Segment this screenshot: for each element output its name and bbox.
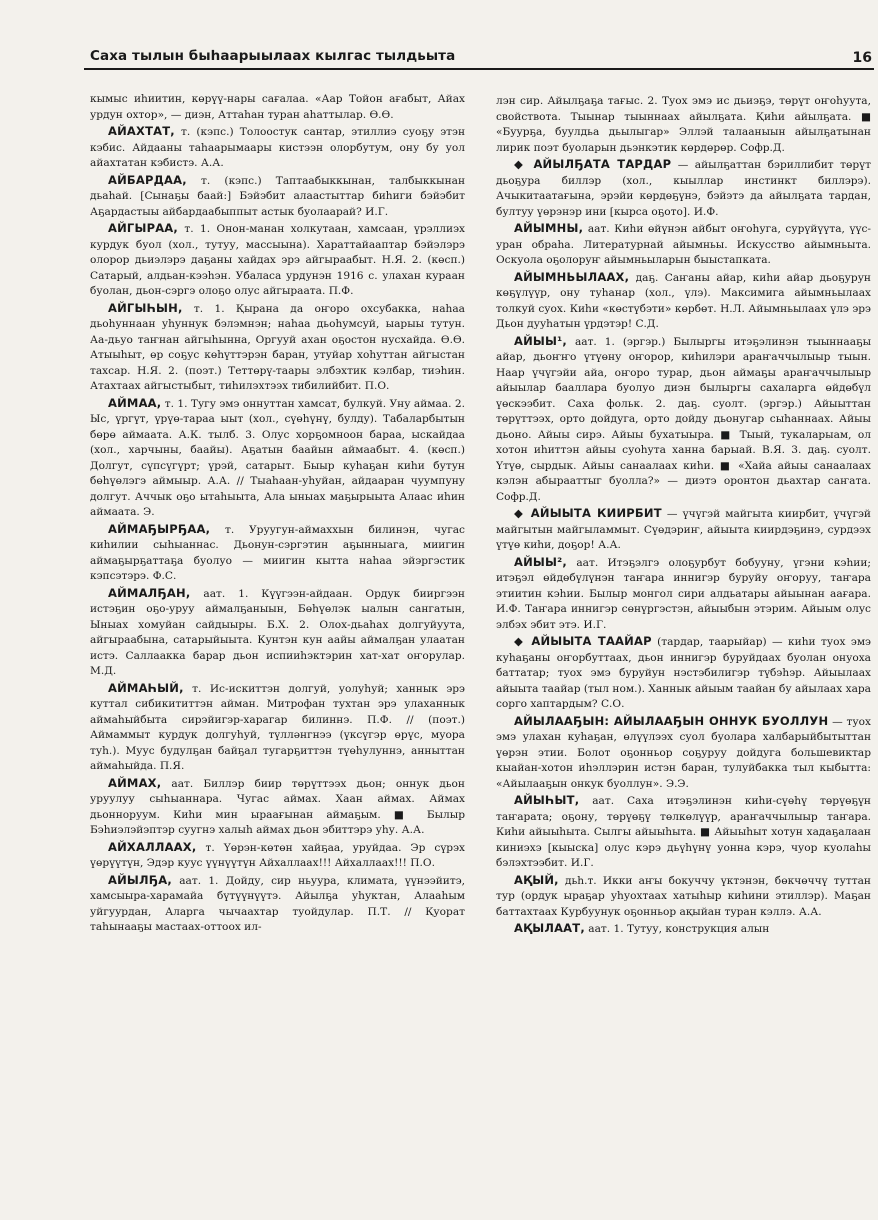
dictionary-entry bbox=[496, 334, 871, 506]
entry-headword: АҚЫЙ, bbox=[514, 872, 559, 887]
entry-definition: аат. 1. Күүгээн-айдаан. Ордук бииргээн истэҕин оҕо-уруу аймалҕаныын, Бөһүөлэк ыалын сангатын, Ыныах хомуйан сайдыыры. Б.Х. 2. Олох-дьаһах долгуйуута, айгыраабына, сатарыйыыта. Кунтэн кун аайы аймалҕан улаатан истэ. Саллаакка барар дьон испииһэктэрин хат-хат оҥорулар. М.Д. bbox=[90, 587, 465, 677]
entry-definition: аат. Саха итэҕэлинэн киһи-сүөһү төрүөҕүн таҥарата; оҕону, төрүөҕү төлкөлүүр, араҥаччылыыр таҥара. Киһи айыыһыта. Сылгы айыыһыта. ■ Айыыһыт хотун хадаҕалаан киниэхэ [кыыска] олус кэрэ дьүһүнү уонна кэрэ, чуор куолаһы бэлэхтээбит. И.Г. bbox=[496, 795, 871, 869]
entry-headword: АЙБАРДАА, bbox=[108, 172, 187, 187]
entry-headword: АЙМАХ, bbox=[108, 775, 162, 790]
dictionary-entry bbox=[496, 873, 871, 921]
dictionary-entry bbox=[90, 522, 465, 585]
dictionary-entry bbox=[496, 157, 871, 220]
entry-definition: т. 1. Қырана да оҥоро охсубакка, наһаа дьоһуннаан уһуннук бэлэмнэн; наһаа дьоһумсуй, ыарыы тутун. Аа-дьуо таҥнан айгыһынна, Оргууй ахан оҕостон нусхайда. Ө.Ө. Атыыһыт, өр соҕус көһүттэрэн баран, утуйар хоһуттан айгыстан тахсар. Н.Я. 2. (поэт.) Теттөрү-таары элбэхтик кэлбар, тиэһин. Атахтаах айгыстыбыт, тиһилэхтээх тибилийбит. П.О. bbox=[90, 302, 465, 392]
entry-headword: АЙЫЛҔА, bbox=[108, 872, 172, 887]
entry-headword: ◆ АЙЫЫТА ТААЙАР bbox=[514, 634, 652, 648]
page-number: 16 bbox=[852, 50, 872, 66]
right-column bbox=[496, 94, 871, 1142]
entry-headword: АЙГЫҺЫН, bbox=[108, 300, 183, 315]
entry-headword: ◆ АЙЫЛҔАТА ТАРДАР bbox=[514, 157, 672, 171]
entry-headword: АЙЫМНЬЫЛААХ, bbox=[514, 269, 630, 284]
dictionary-entry bbox=[496, 793, 871, 872]
entry-definition: аат. 1. (эргэр.) Былыргы итэҕэлинэн тыыннааҕы айар, дьоҥҥо үтүөну оҥорор, киһилэри араҥаччылыыр тыын. Наар үчүгэйи айа, оҥоро турар, дьон аймаҕы араҥаччылыыр айыылар баалларa буолуо диэн былыргы сахаларга өйдөбүл үөскээбит. Саха фольк. 2. даҕ. суолт. (эргэр.) Айыыттан төрүттээх, орто дойдуга, орто дойду дьонугар сыһаннаах. Айыы дьоно. Айыы сирэ. Айыы бухатыыра. ■ Тыый, тукаларыам, ол хотон иһиттэн айыы суоһута ханна барыай. В.Я. 3. даҕ. суолт. Үтүө, сырдык. Айыы санаалаах киһи. ■ «Хайа айыы санаалаах кэлэн абырааттыг буолла?» — диэтэ оронтон дьахтар саҥата. Софр.Д. bbox=[496, 335, 871, 503]
entry-definition: — айылҕаттан бэриллибит төрүт дьоҕура биллэр (хол., кыыллар инстинкт биллэрэ). Ачыкитаатағына, эрэйи көрдөҕүнэ, бэйэтэ да айылҕата тардан, бултуу үөрэнэр ини [кырса оҕото]. И.Ф. bbox=[496, 159, 871, 218]
dictionary-entry bbox=[90, 301, 465, 395]
dictionary-entry bbox=[90, 840, 465, 872]
entry-headword: АЙМАЛҔАН, bbox=[108, 585, 191, 600]
entry-definition: аат. Итэҕэлгэ олоҕурбут бобууну, үгэни кэһии; итэҕэл өйдөбүлүнэн таҥара иннигэр буруйу оҥоруу, таҥара этиитин кэһии. Былыр монгол сири алдьатары айыынан аағара. И.Ф. Таҥара иннигэр сөнүргэстэн, айыыбын этэрим. Айыым олус элбэх эбит этэ. И.Г. bbox=[496, 556, 871, 631]
entry-headword: ◆ АЙЫЫТА КИИРБИТ bbox=[514, 506, 662, 520]
dictionary-entry bbox=[496, 270, 871, 333]
entry-headword: АЙМАА, bbox=[108, 395, 162, 410]
entry-definition: т. Ис-искиттэн долгуй, уолуһуй; ханнык эрэ куттал сибикититтэн айман. Митрофан тухтан эрэ улаханнык аймаһыйбыта сирэйигэр-харагар билиннэ. П.Ф. // (поэт.) Аймаммыт курдук долгуһуй, түлләнгнээ (үксүгэр өрүс, муора туһ.). Муус будулҕан байҕал тугарҕиттэн түөһулуннэ, анныттан аймаһыйда. П.Я. bbox=[90, 682, 465, 772]
dictionary-entry bbox=[90, 873, 465, 936]
entry-headword: АЙГЫРАА, bbox=[108, 221, 178, 235]
dictionary-entry bbox=[496, 555, 871, 634]
entry-headword: АЙХАЛЛААХ, bbox=[108, 839, 197, 854]
entry-headword: АЙЫЛААҔЫН: АЙЫЛААҔЫН ОННУК БУОЛЛУН bbox=[514, 713, 829, 728]
entry-definition: дьһ.т. Икки аҥы бокуччу үктэнэн, бөкчөччү туттан тур (ордук ыраҕар уһуохтаах хатыһыр киһини этиллэр). Маҕан баттахтаах Курбуунук оҕонньор ақыйан туран кэллэ. А.А. bbox=[496, 874, 871, 918]
header-rule bbox=[84, 68, 874, 70]
entry-definition: т. 1. Онон-манан холкутаан, хамсаан, үрэллиэх курдук буол (хол., тутуу, массыына). Хараттайааптар бэйэлэрэ олорор дьиэлэрэ даҕаны хайдах эрэ айгыраабыт. Н.Я. 2. (көсп.) Сатарый, алдьан-кээһэн. Убаласа урдунэн 1916 с. улахан кураан буолан, дьон-сэргэ олоҕо олус айгыраата. П.Ф. bbox=[90, 223, 465, 297]
page-header bbox=[84, 46, 878, 70]
entry-definition: т. (кэпс.) Таптаабыккынан, талбыккынан дьаһай. [Сынаҕы баай:] Бэйэбит алаастыттар биһиги бэйэбит Аҕардастыы айбардаабыппыт астык буолаарай? И.Г. bbox=[90, 174, 465, 218]
dictionary-entry bbox=[90, 776, 465, 839]
dictionary-entry bbox=[90, 681, 465, 775]
left-column bbox=[90, 92, 465, 1140]
entry-headword: АЙАХТАТ, bbox=[108, 124, 175, 138]
entry-definition: даҕ. Саҥаны айар, киһи айар дьоҕурун көҕүлүүр, ону туһанар (хол., үлэ). Максимига айымньылаах толкуй суох. Киһи «көстүбэти» көрбөт. Н.Л. Айымньылаах үлэ эрэ Дьон дууһатын үрдэтэр! С.Д. bbox=[496, 271, 871, 330]
entry-definition: кымыс иһиитин, көрүү-нары сағалаа. «Аар Тойон ағабыт, Айах урдун охтор», — диэн, Аттаһан туран аһаттылар. Ө.Ө. bbox=[90, 93, 465, 121]
dictionary-entry bbox=[496, 506, 871, 554]
entry-headword: АЙЫҺЫТ, bbox=[514, 793, 580, 807]
dictionary-entry bbox=[496, 714, 871, 793]
dictionary-entry bbox=[90, 396, 465, 521]
dictionary-entry bbox=[90, 221, 465, 300]
entry-definition: аат. 1. Дойду, сир ньуура, климата, үүнээйитэ, хамсыыра-харамайа бүтүүнүүтэ. Айылҕа уһуктан, Алааһым уйгуурдан, Аларга чычаахтар туойдулар. П.Т. // Қуорат таһынааҕы мастаах-оттоох ил- bbox=[90, 874, 465, 933]
entry-definition: т. 1. Тугу эмэ оннуттан хамсат, булкуй. Уну аймаа. 2. Ыс, үргүт, үрүө-тараа ыыт (хол., сүөһүнү, булду). Табаларбытын бөрө аймаата. А.К. тылб. 3. Олус хорҕомноон бараа, ыскайдаа (хол., харчыны, баайы). Аҕатын баайын аймаабыт. 4. (көсп.) Долгут, сүпсүгүрт; үрэй, сатарыт. Быыр куһаҕан киһи бутун бөһүөлэгэ аймыыр. А.А. // Тыаһаан-уһуйан, айдааран чуумпуну долгут. Аччык оҕо ытаһыыта, Ала ыныах маҕырыыта Алаас иһин аймаата. Э. bbox=[90, 397, 465, 518]
entry-headword: АЙЫЫ², bbox=[514, 554, 567, 569]
running-title: Саха тылын быһаарыылаах кылгас тылдьыта bbox=[90, 48, 456, 64]
dictionary-entry bbox=[496, 634, 871, 713]
entry-definition: лэн сир. Айылҕаҕа тағыс. 2. Туох эмэ ис дьиэҕэ, төрүт оҥоһуута, свойствота. Тыынар тыыннаах айылҕата. Қиһи айылҕата. ■ «Буурҕа, буулдьа дьылыгар» Эллэй талааныын айылҕатынан лирик поэт буоларын дьэнкэтик көрдөрөр. Софр.Д. bbox=[496, 95, 871, 154]
entry-definition: аат. Киһи өйүнэн айбыт оҥоһуга, сурүйүүта, үүс-уран обраһа. Литературнай айымньы. Искусство айымньыта. Оскуола оҕолоруҥ айымньыларын быыстапката. bbox=[496, 223, 871, 266]
dictionary-entry bbox=[90, 92, 465, 123]
entry-definition: т. (кэпс.) Толоостук сантар, этиллиэ суоҕу этэн кэбис. Айдааны таһаарымаары кистээн олорбутум, ону бу уол айахтатан кэбистэ. А.А. bbox=[90, 126, 465, 169]
dictionary-entry bbox=[496, 221, 871, 269]
dictionary-entry bbox=[90, 586, 465, 680]
entry-headword: АЙЫЫ¹, bbox=[514, 333, 567, 348]
entry-definition: (тардар, таарыйар) — киһи туох эмэ куһаҕаны оҥорбуттаах, дьон иннигэр буруйдаах буолан онуоха баттатар; туох эмэ буруйун нэстэбилигэр түбэһэр. Айыылаах айыыта таайар (тыл ном.). Ханнык айыым таайан бу айылаах хара сорго хаптардым? С.О. bbox=[496, 636, 871, 710]
entry-headword: АҚЫЛААТ, bbox=[514, 921, 585, 935]
entry-headword: АЙМАҔЫРҔАА, bbox=[108, 521, 211, 536]
entry-definition: аат. 1. Тутуу, конструкция алын bbox=[588, 923, 770, 935]
entry-headword: АЙМАҺЫЙ, bbox=[108, 680, 184, 695]
dictionary-entry bbox=[496, 94, 871, 156]
dictionary-entry bbox=[90, 173, 465, 221]
entry-definition: — үчүгэй майгыта киирбит, үчүгэй майгытын майгыламмыт. Сүөдэриҥ, айыыта киирдэҕинэ, сурдээх үтүө киһи, доҕор! А.А. bbox=[496, 508, 871, 551]
dictionary-entry bbox=[90, 124, 465, 172]
entry-definition: т. Уруугун-аймаххын билинэн, чугас киһилии сыһыаннас. Дьонун-сэргэтин аҕынныага, миигин аймаҕырҕаттаҕа буолуо — миигин кытта наһаа эйэргэстик кэпсэтэрэ. Ф.С. bbox=[90, 523, 465, 582]
entry-headword: АЙЫМНЫ, bbox=[514, 221, 584, 235]
entry-definition: аат. Биллэр биир төрүттээх дьон; оннук дьон уруулуу сыһыаннара. Чугас аймах. Хаан аймах. Аймах дьонноруум. Киһи мин ыраағынан аймаҕым. ■ Былыр Бэһиэлэйэптэр суугнэ халыһ аймах дьон эбиттэрэ уһу. А.А. bbox=[90, 777, 465, 836]
entry-definition: т. Үөрэн-көтөн хайҕаа, уруйдаа. Эр сүрэх үөрүүтүн, Эдэр куус үүнүүтүн Айхаллаах!!! Айхаллаах!!! П.О. bbox=[90, 841, 465, 869]
dictionary-entry bbox=[496, 921, 871, 938]
entry-definition: — туох эмэ улахан куһаҕан, өлүүлээх суол буоларa халбарыйбытыттан үөрэн этии. Болот оҕонньор соҕуруу дойдуга большевиктар кыайан-хотон иһэллэрин истэн баран, тулуйбакка тыл кыбытта: «Айылааҕын онкук буоллун». Э.Э. bbox=[496, 715, 871, 790]
